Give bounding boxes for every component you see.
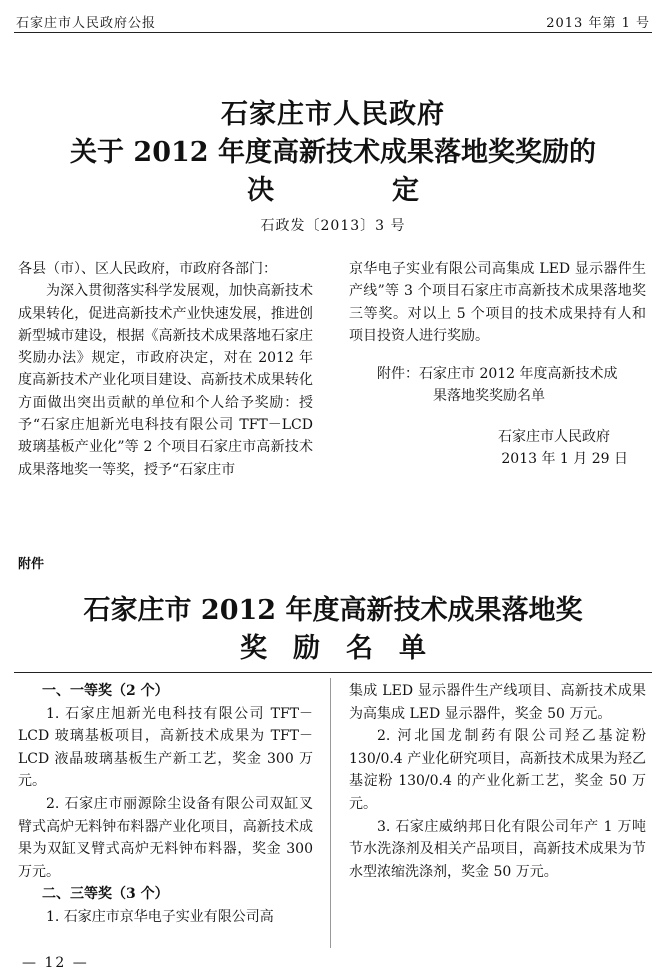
award-column-left <box>18 680 313 929</box>
third-prize-item-3: 3. 石家庄威纳邦日化有限公司年产 1 万吨节水洗涤剂及相关产品项目，高新技术成果为节水型浓缩洗涤剂，奖金 50 万元。 <box>349 818 646 880</box>
page-number: — 12 — <box>22 955 89 971</box>
attachment-title-line1: 石家庄市 2012 年度高新技术成果落地奖 <box>83 595 583 626</box>
decision-title-line2: 关于 2012 年度高新技术成果落地奖奖励的 <box>70 137 596 168</box>
award-column-right <box>349 680 646 883</box>
attachment-title-line2: 奖励名单 <box>240 633 452 664</box>
third-prize-heading: 二、三等奖（3 个） <box>42 886 169 903</box>
attachment-note-line1: 附件：石家庄市 2012 年度高新技术成 <box>377 366 618 383</box>
third-prize-item-2: 2. 河北国龙制药有限公司羟乙基淀粉 130/0.4 产业化研究项目，高新技术成果为羟乙基淀粉 130/0.4 的产业化新工艺，奖金 50 万元。 <box>349 728 646 812</box>
first-prize-item-1: 1. 石家庄旭新光电科技有限公司 TFT－LCD 玻璃基板项目，高新技术成果为 TFT－LCD 液晶玻璃基板生产新工艺，奖金 300 万元。 <box>18 705 313 790</box>
page-header <box>14 6 652 33</box>
issue-number: 2013 年第 1 号 <box>546 16 650 31</box>
first-prize-heading: 一、一等奖（2 个） <box>42 683 169 699</box>
decision-column-left <box>18 258 313 481</box>
decision-column-right <box>349 258 646 470</box>
third-prize-item-1-part1: 1. 石家庄市京华电子实业有限公司高 <box>46 908 274 925</box>
decision-body-part1: 为深入贯彻落实科学发展观，加快高新技术成果转化，促进高新技术产业快速发展，推进创新型城市建设，根据《高新技术成果落地石家庄奖励办法》规定，市政府决定，对在 2012 年度高新技术产业化项目建设、高新技术成果转化方面做出突出贡献的单位和个人给予奖励：授予“石家庄旭新光电科技有限公司 TFT－LCD 玻璃基板产业化”等 2 个项目石家庄市高新技术成果落地奖一等奖，授予“石家庄市 <box>18 283 313 478</box>
column-divider <box>330 678 331 948</box>
attachment-label: 附件 <box>18 557 45 572</box>
salutation: 各县（市）、区人民政府，市政府各部门： <box>18 261 277 277</box>
decision-title-line3: 决定 <box>247 175 537 206</box>
signature: 石家庄市人民政府 <box>498 428 610 445</box>
document-number: 石政发〔2013〕3 号 <box>260 218 406 234</box>
publication-name: 石家庄市人民政府公报 <box>16 16 157 31</box>
attachment-note <box>349 363 646 408</box>
section-divider <box>14 672 652 673</box>
first-prize-item-2: 2. 石家庄市丽源除尘设备有限公司双缸叉臂式高炉无料钟布料器产业化项目，高新技术成果为双缸叉臂式高炉无料钟布料器，奖金 300 万元。 <box>18 795 313 880</box>
signature-date: 2013 年 1 月 29 日 <box>501 451 628 468</box>
third-prize-item-1-part2: 集成 LED 显示器件生产线项目、高新技术成果为高集成 LED 显示器件，奖金 50 万元。 <box>349 683 646 722</box>
attachment-note-line2: 果落地奖奖励名单 <box>433 388 545 405</box>
decision-body-part2: 京华电子实业有限公司高集成 LED 显示器件生产线”等 3 个项目石家庄市高新技术成果落地奖三等奖。对以上 5 个项目的技术成果持有人和项目投资人进行奖励。 <box>349 261 646 344</box>
decision-title-line1: 石家庄市人民政府 <box>221 99 445 130</box>
